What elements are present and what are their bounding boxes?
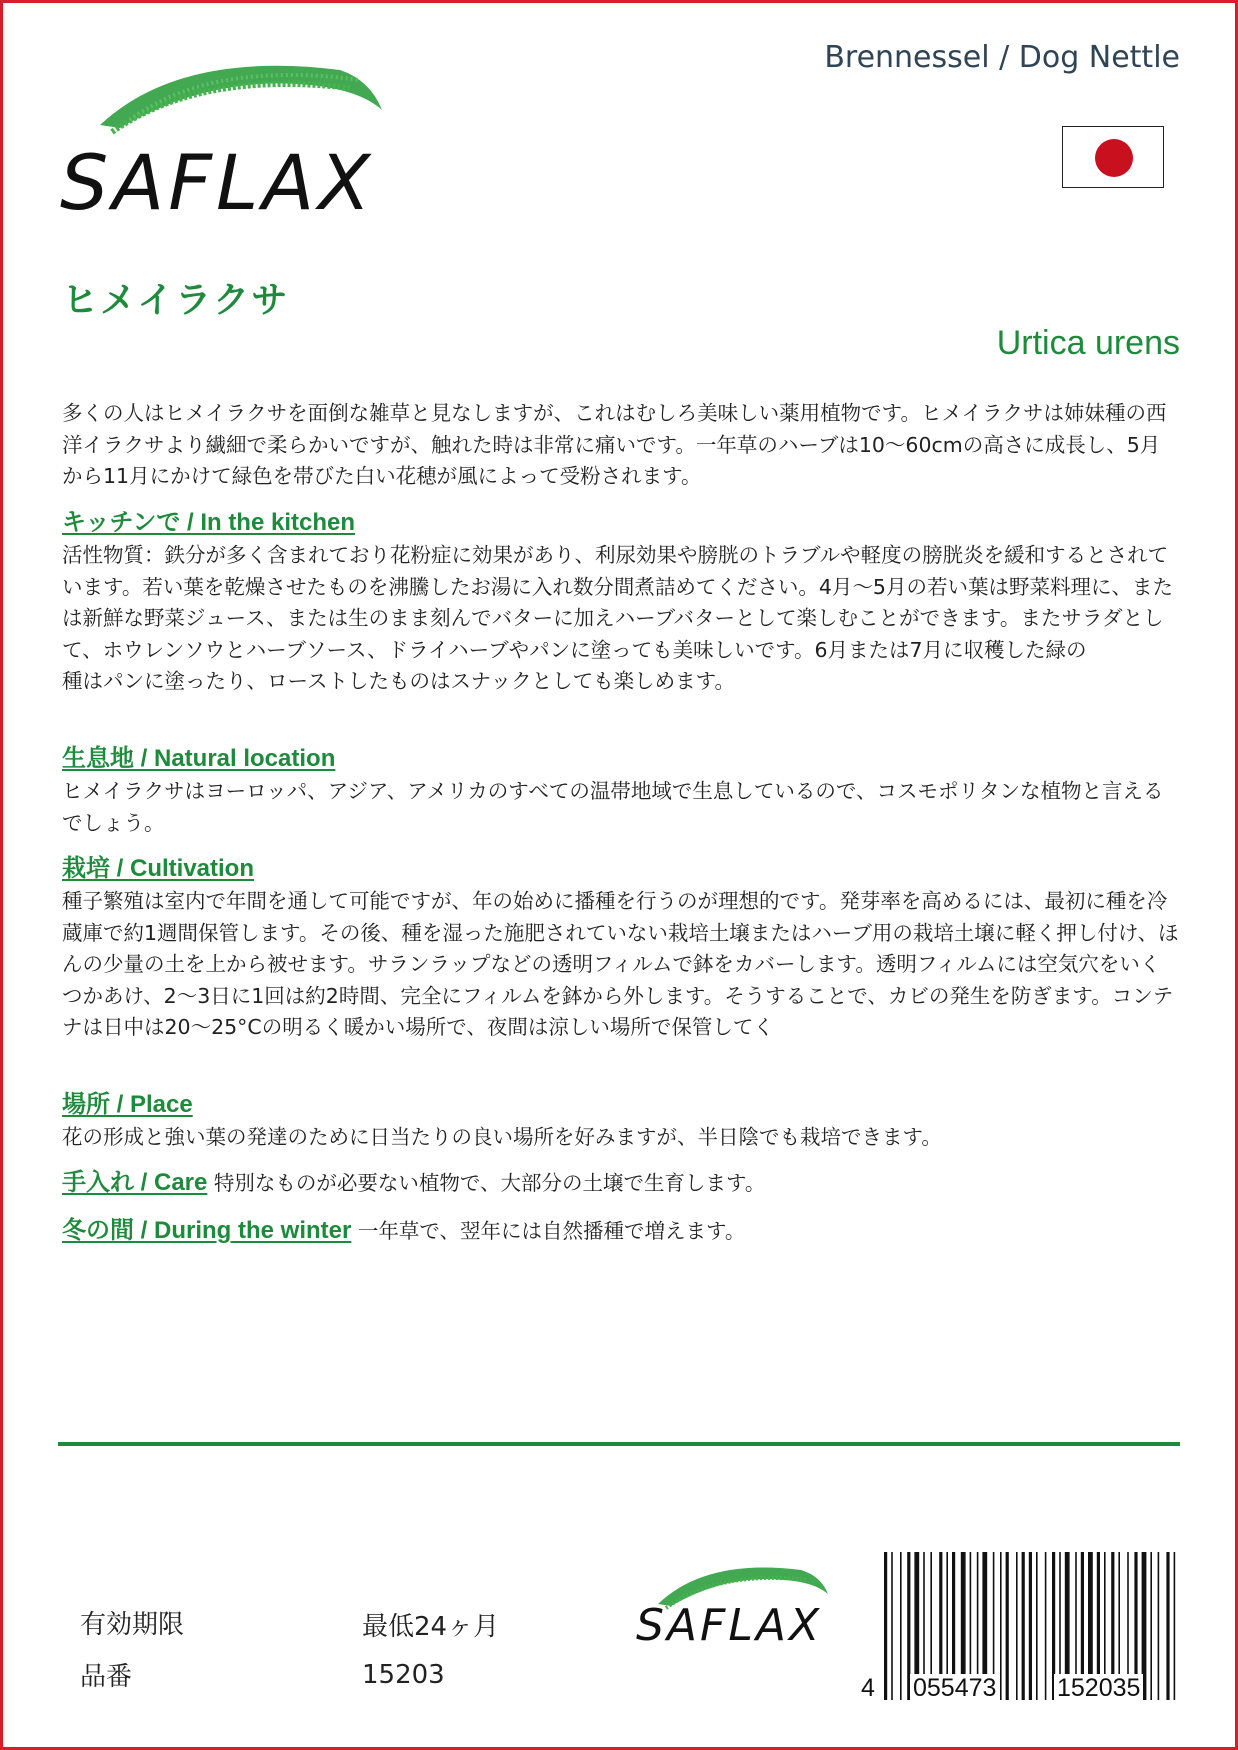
barcode-bar: [1150, 1552, 1152, 1700]
winter-text: 一年草で、翌年には自然播種で増えます。: [357, 1219, 746, 1243]
section-place: [62, 1088, 1180, 1154]
barcode-bar: [1174, 1552, 1176, 1700]
saflax-logo: [60, 40, 400, 227]
barcode-bar: [900, 1552, 902, 1700]
barcode-bar: [1166, 1552, 1169, 1700]
footer-saflax-logo: [636, 1552, 836, 1662]
barcode-bar: [1000, 1552, 1002, 1700]
heading-kitchen: キッチンで / In the kitchen: [62, 509, 356, 536]
heading-cultivation: 栽培 / Cultivation: [62, 855, 254, 882]
care-text: 特別なものが必要ない植物で、大部分の土壌で生育します。: [213, 1171, 766, 1195]
intro-text: 多くの人はヒメイラクサを面倒な雑草と見なしますが、これはむしろ美味しい薬用植物です。ヒメイラクサは姉妹種の西洋イラクサより繊細で柔らかいですが、触れた時は非常に痛いです。一年草のハーブは10〜60cmの高さに成長し、5月から11月にかけて緑色を帯びた白い花穂が風によって受粉されます。: [62, 401, 1167, 488]
japanese-name: ヒメイラクサ: [62, 280, 290, 321]
section-kitchen: [62, 506, 1180, 698]
latin-name: Urtica urens: [996, 324, 1180, 362]
footer-divider: [58, 1442, 1180, 1446]
item-number-value: 15203: [362, 1660, 445, 1690]
place-text: 花の形成と強い葉の発達のために日当たりの良い場所を好みますが、半日陰でも栽培できます。: [62, 1125, 942, 1149]
barcode-bar: [1158, 1552, 1160, 1700]
barcode-bar: [1006, 1552, 1009, 1700]
kitchen-text: 活性物質：鉄分が多く含まれており花粉症に効果があり、利尿効果や膀胱のトラブルや軽度の膀胱炎を緩和するとされています。若い葉を乾燥させたものを沸騰したお湯に入れ数分間煮詰めてください。4月～5月の若い葉は野菜料理に、または新鮮な野菜ジュース、または生のまま刻んでバターに加えハーブバターとして楽しむことができます。またサラダとして、ホウレンソウとハーブソース、ドライハーブやパンに塗っても美味しいです。6月または7月に収穫した緑の: [62, 543, 1173, 662]
section-winter: [62, 1214, 1180, 1248]
expiry-label: 有効期限: [80, 1610, 185, 1640]
logo-text: SAFLAX: [60, 138, 375, 227]
heading-place: 場所 / Place: [62, 1091, 193, 1118]
barcode-bar: [1022, 1552, 1025, 1700]
heading-care: 手入れ / Care: [62, 1169, 208, 1196]
footer-logo-text: SAFLAX: [636, 1600, 823, 1651]
section-location: [62, 742, 1180, 839]
barcode-bar: [891, 1552, 893, 1700]
barcode-digits-left: 055473: [910, 1674, 999, 1703]
section-care: [62, 1166, 1180, 1200]
cultivation-text: 種子繁殖は室内で年間を通して可能ですが、年の始めに播種を行うのが理想的です。発芽率を高めるには、最初に種を冷蔵庫で約1週間保管します。その後、種を湿った施肥されていない栽培土壌またはハーブ用の栽培土壌に軽く押し付け、ほんの少量の土を上から被せます。サランラップなどの透明フィルムで鉢をカバーします。透明フィルムには空気穴をいくつかあけ、2～3日に1回は約2時間、完全にフィルムを鉢から外します。そうすることで、カビの発生を防ぎます。コンテナは日中は20〜25°Cの明るく暖かい場所で、夜間は涼しい場所で保管してく: [62, 889, 1179, 1039]
expiry-value: 最低24ヶ月: [362, 1612, 500, 1642]
barcode-bar: [1029, 1552, 1032, 1700]
barcode-bar: [1016, 1552, 1018, 1700]
item-number-label: 品番: [80, 1662, 133, 1692]
logo-swoosh-icon: [60, 40, 400, 140]
barcode-bar: [884, 1552, 887, 1700]
barcode-digit-first: 4: [858, 1674, 878, 1703]
barcode-digits-right: 152035: [1054, 1674, 1143, 1703]
japan-flag-icon: [1062, 126, 1164, 188]
product-title: Brennessel / Dog Nettle: [824, 40, 1180, 75]
location-text: ヒメイラクサはヨーロッパ、アジア、アメリカのすべての温帯地域で生息しているので、コスモポリタンな植物と言えるでしょう。: [62, 779, 1164, 835]
barcode-bar: [1036, 1552, 1038, 1700]
flag-sun: [1095, 139, 1133, 177]
heading-location: 生息地 / Natural location: [62, 745, 336, 772]
kitchen-text-2: 種はパンに塗ったり、ローストしたものはスナックとしても楽しめます。: [62, 669, 736, 693]
barcode-bar: [1045, 1552, 1047, 1700]
section-cultivation: [62, 852, 1180, 1044]
heading-winter: 冬の間 / During the winter: [62, 1217, 352, 1244]
